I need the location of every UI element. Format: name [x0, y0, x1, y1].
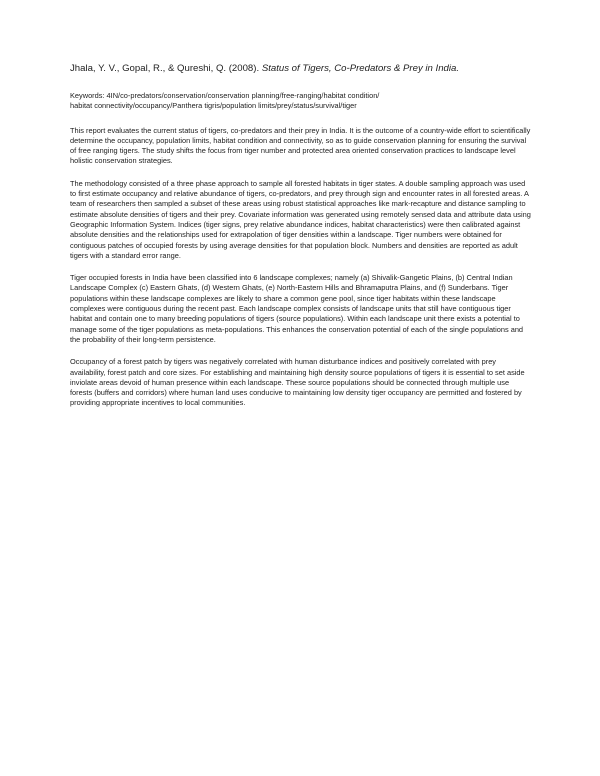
document-page: [70, 63, 532, 421]
keywords: [70, 91, 532, 112]
keywords-line-2: habitat connectivity/occupancy/Panthera tigris/population limits/prey/status/survival/tiger: [70, 101, 357, 111]
occupancy-paragraph: Occupancy of a forest patch by tigers was negatively correlated with human disturbance indices and positively correlated with prey availability, forest patch and core sizes. For establishing and maintaining high density source populations of tigers it is essential to set aside inviolate areas devoid of human presence within each landscape. These source populations should be connected through multiple use forests (buffers and corridors) where human land uses conducive to maintaining low density tiger occupancy are permitted and fostered by providing appropriate incentives to local communities.: [70, 357, 525, 408]
landscape-paragraph: Tiger occupied forests in India have been classified into 6 landscape complexes; namely (a) Shivalik-Gangetic Plains, (b) Central Indian Landscape Complex (c) Eastern Ghats, (d) Western Ghats, (e) North-Eastern Hills and Bhramaputra Plains, and (f) Sunderbans. Tiger populations within these landscape complexes are likely to share a common gene pool, since tiger habitats within these landscape complexes were contiguous during the recent past. Each landscape complex consists of landscape units that still have contiguous tiger habitat and contain one to many breeding populations of tigers (source populations). Within each landscape unit there exists a potential to manage some of the tiger populations as meta-populations. This enhances the conservation potential of each of the single populations and the probability of their long-term persistence.: [70, 273, 524, 344]
citation-title: Status of Tigers, Co-Predators & Prey in India.: [261, 63, 460, 74]
keywords-line-1: Keywords: 4IN/co-predators/conservation/conservation planning/free-ranging/habitat condition/: [70, 91, 380, 100]
citation: [70, 63, 532, 75]
methodology-paragraph: The methodology consisted of a three phase approach to sample all forested habitats in tiger states. A double sampling approach was used to first estimate occupancy and relative abundance of tigers, co-predators, and prey through sign and encounter rates in all forested areas. A team of researchers then sampled a subset of these areas using robust statistical approaches like mark-recapture and distance sampling to estimate absolute densities of tigers and their prey. Covariate information was generated using remotely sensed data and attribute data using Geographic Information System. Indices (tiger signs, prey relative abundance indices, habitat characteristics) were then calibrated against absolute densities and the relationships used for extrapolation of tiger densities within a landscape. Tiger numbers were obtained for contiguous patches of occupied forests by using average densities for that population block. Numbers and densities are reported as adult tigers with a standard error range.: [70, 178, 531, 260]
citation-authors-year: Jhala, Y. V., Gopal, R., & Qureshi, Q. (2008).: [70, 63, 262, 74]
abstract-paragraph-1: This report evaluates the current status of tigers, co-predators and their prey in India. It is the outcome of a country-wide effort to scientifically determine the occupancy, population limits, habitat condition and connectivity, so as to guide conservation planning for ensuring the survival of free ranging tigers. The study shifts the focus from tiger number and protected area oriented conservation practices to landscape level holistic conservation strategies.: [70, 125, 531, 166]
